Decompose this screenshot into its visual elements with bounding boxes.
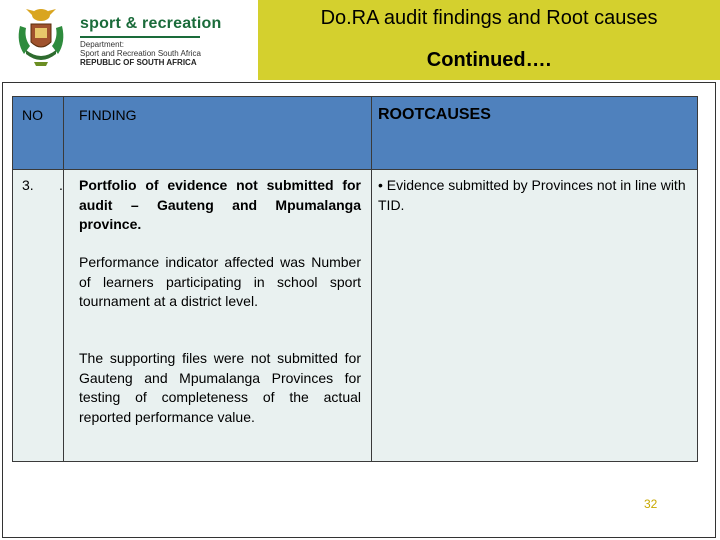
logo-area — [2, 0, 258, 80]
header-cell-rootcauses — [371, 96, 698, 170]
header-cell-no — [12, 96, 64, 170]
findings-table — [12, 96, 698, 462]
header-rootcauses: ROOTCAUSES — [378, 106, 491, 123]
page-title: Do.RA audit findings and Root causes — [320, 7, 658, 29]
brand-underline — [80, 36, 200, 38]
title-banner — [258, 0, 720, 80]
finding-indicator-text: Performance indicator affected was Number of learners participating in school sport tournament at a district level. — [79, 254, 361, 309]
row-number: 3. — [22, 177, 34, 193]
finding-text: Portfolio of evidence not submitted for audit – Gauteng and Mpumalanga province. — [79, 177, 361, 232]
page-subtitle: Continued…. — [426, 49, 552, 71]
finding-supporting-text: The supporting files were not submitted for Gauteng and Mpumalanga Provinces for testing of completeness of the actual reported performance value. — [79, 350, 361, 425]
rootcause-text: • Evidence submitted by Provinces not in line with TID. — [378, 177, 686, 213]
page-number: 32 — [644, 497, 658, 511]
row-cell-finding — [63, 169, 372, 462]
department-line2: Sport and Recreation South Africa — [80, 49, 201, 58]
header-no: NO — [22, 107, 43, 123]
department-label — [80, 40, 201, 58]
row-cell-rootcause — [371, 169, 698, 462]
brand-title: sport & recreation — [80, 15, 222, 32]
row-bullet: . — [59, 177, 63, 193]
coat-of-arms-icon — [12, 6, 70, 68]
header-cell-finding — [63, 96, 372, 170]
row-cell-no — [12, 169, 64, 462]
department-line1: Department: — [80, 40, 125, 49]
header-finding: FINDING — [79, 107, 137, 123]
country-label: REPUBLIC OF SOUTH AFRICA — [80, 58, 197, 67]
